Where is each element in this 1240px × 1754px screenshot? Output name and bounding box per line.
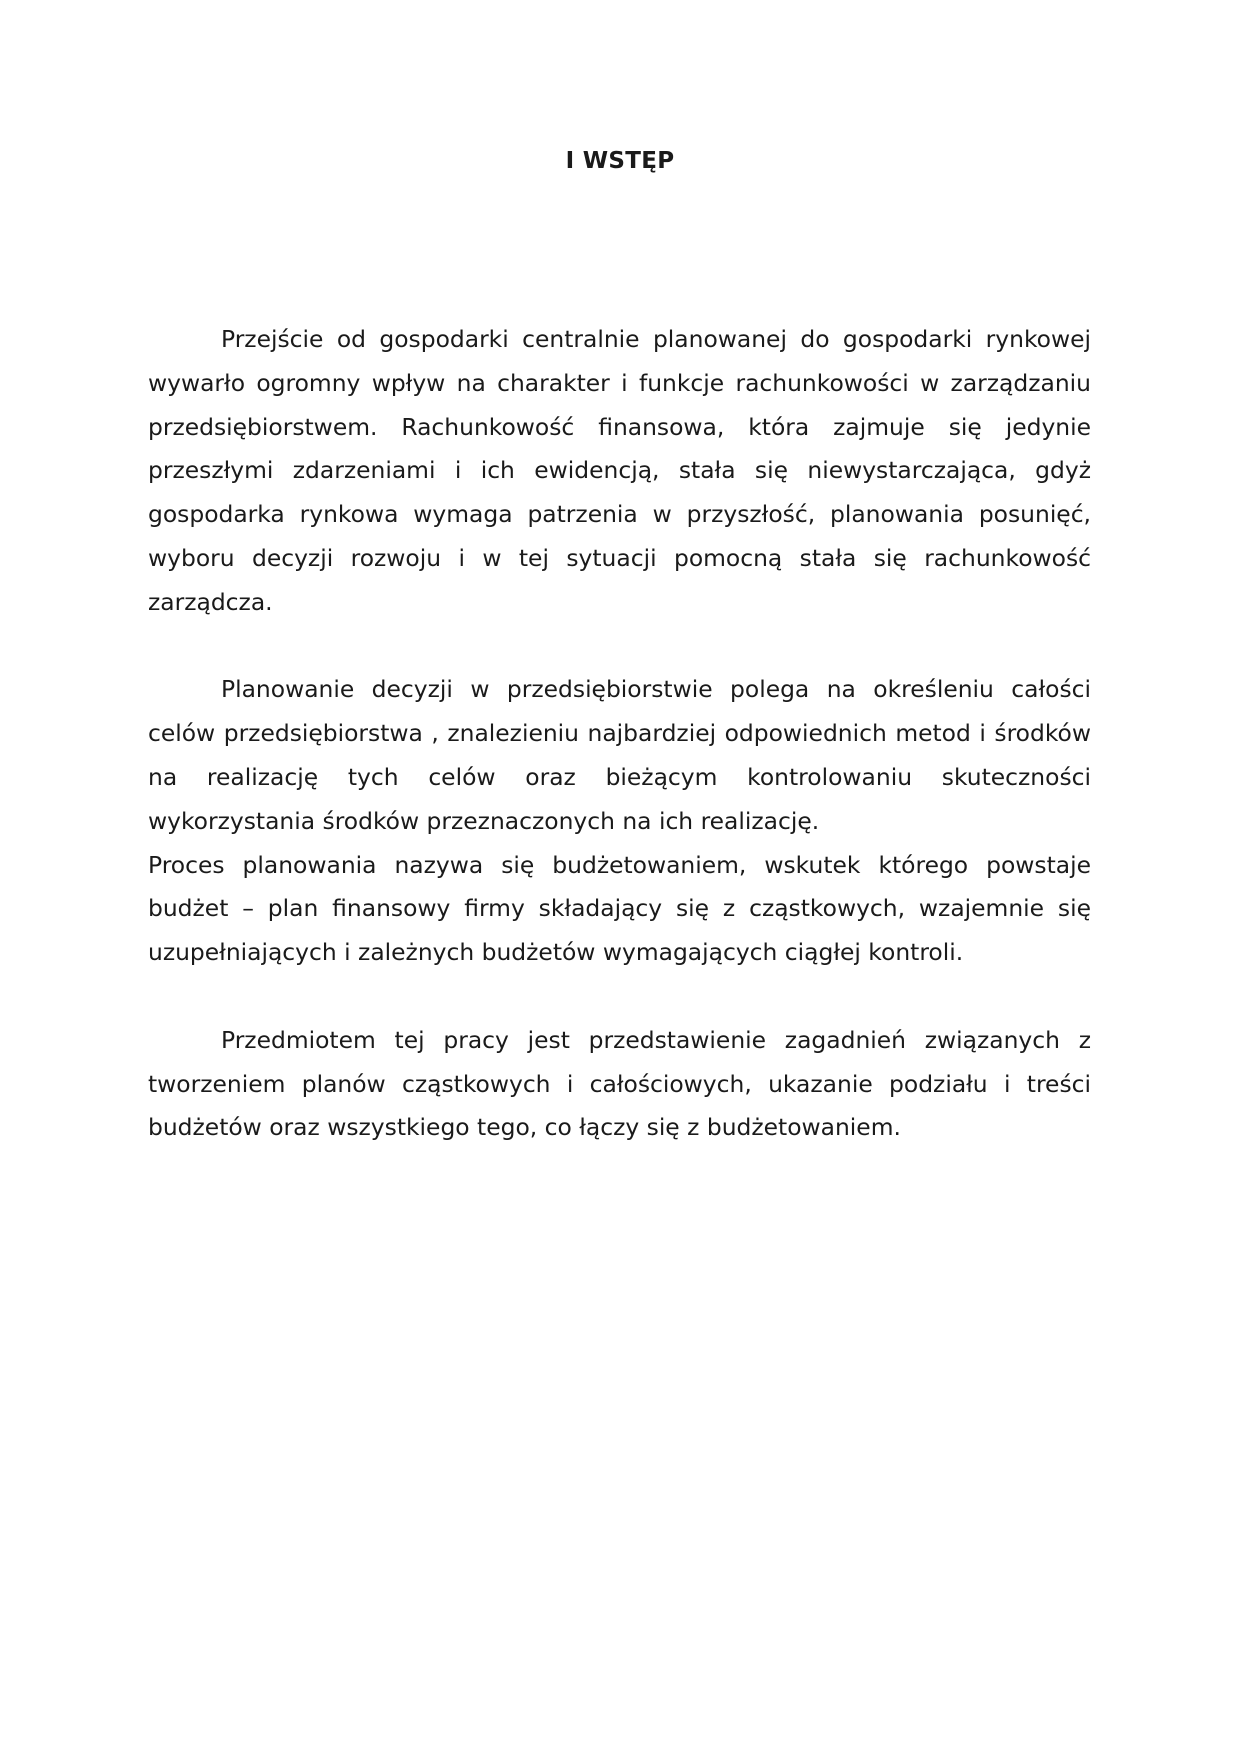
document-body <box>148 318 1091 1150</box>
paragraph-intro: Przejście od gospodarki centralnie planowanej do gospodarki rynkowej wywarło ogromny wpływ na charakter i funkcje rachunkowości w zarządzaniu przedsiębiorstwem. Rachunkowość finansowa, która zajmuje się jedynie przeszłymi zdarzeniami i ich ewidencją, stała się niewystarczająca, gdyż gospodarka rynkowa wymaga patrzenia w przyszłość, planowania posunięć, wyboru decyzji rozwoju i w tej sytuacji pomocną stała się rachunkowość zarządcza. <box>148 325 1091 616</box>
paragraph-thesis-scope: Przedmiotem tej pracy jest przedstawienie zagadnień związanych z tworzeniem planów cząstkowych i całościowych, ukazanie podziału i treści budżetów oraz wszystkiego tego, co łączy się z budżetowaniem. <box>148 1025 1091 1142</box>
paragraph-budgeting-process: Proces planowania nazywa się budżetowaniem, wskutek którego powstaje budżet – plan finansowy firmy składający się z cząstkowych, wzajemnie się uzupełniających i zależnych budżetów wymagających ciągłej kontroli. <box>148 850 1091 967</box>
paragraph-planning: Planowanie decyzji w przedsiębiorstwie polega na określeniu całości celów przedsiębiorstwa , znalezieniu najbardziej odpowiednich metod i środków na realizację tych celów oraz bieżącym kontrolowaniu skuteczności wykorzystania środków przeznaczonych na ich realizację. <box>148 675 1091 835</box>
page-title: I WSTĘP <box>565 148 675 174</box>
